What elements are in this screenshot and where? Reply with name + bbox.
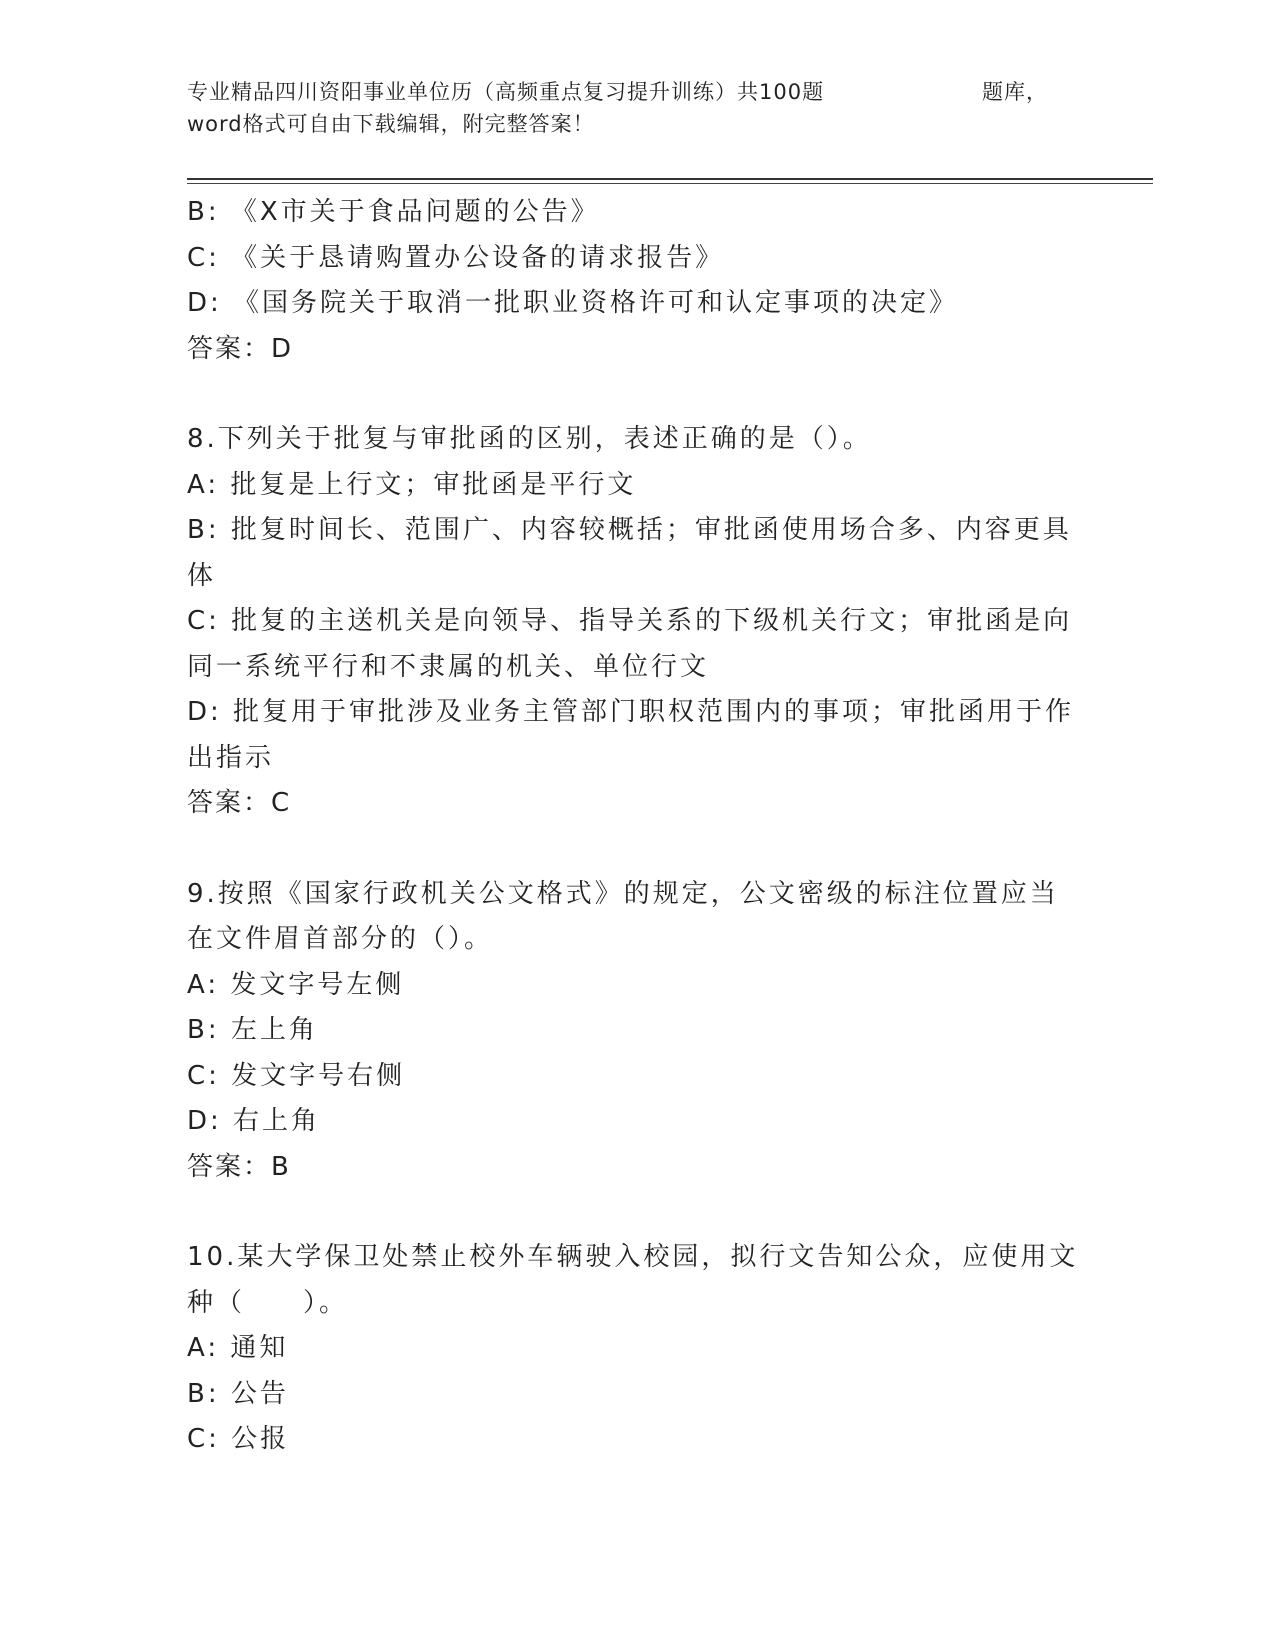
q7-answer: 答案：D xyxy=(187,333,294,364)
q9-stem-line1: 9.按照《国家行政机关公文格式》的规定，公文密级的标注位置应当 xyxy=(187,878,1059,909)
spacer xyxy=(187,1190,1087,1235)
page-header xyxy=(187,76,1087,140)
q8-option-d-line1: D: 批复用于审批涉及业务主管部门职权范围内的事项；审批函用于作 xyxy=(187,697,1075,727)
q9-option-c: C: 发文字号右侧 xyxy=(187,1060,406,1091)
spacer xyxy=(187,372,1087,417)
spacer xyxy=(187,827,1087,872)
question-content xyxy=(187,190,1087,1463)
q7-option-d: D: 《国务院关于取消一批职业资格许可和认定事项的决定》 xyxy=(187,288,959,318)
q7-option-c: C: 《关于恳请购置办公设备的请求报告》 xyxy=(187,242,725,273)
header-title: 专业精品四川资阳事业单位历（高频重点复习提升训练）共100题 xyxy=(187,80,825,104)
header-divider-thick xyxy=(187,178,1153,180)
q9-answer: 答案：B xyxy=(187,1151,291,1182)
q7-option-b: B: 《X市关于食品问题的公告》 xyxy=(187,197,600,227)
q8-stem: 8.下列关于批复与审批函的区别，表述正确的是（）。 xyxy=(187,424,872,454)
q10-option-c: C: 公报 xyxy=(187,1424,290,1454)
header-title-suffix: 题库， xyxy=(982,80,1048,104)
q8-answer: 答案：C xyxy=(187,788,292,818)
q9-option-b: B: 左上角 xyxy=(187,1015,318,1045)
q8-option-d-line2: 出指示 xyxy=(187,742,275,773)
q10-option-a: A: 通知 xyxy=(187,1333,289,1363)
q10-option-b: B: 公告 xyxy=(187,1378,289,1409)
q8-option-b-line2: 体 xyxy=(187,560,217,591)
header-subtitle: word格式可自由下载编辑，附完整答案！ xyxy=(187,112,595,136)
q8-option-a: A: 批复是上行文；审批函是平行文 xyxy=(187,469,637,500)
q10-stem-line1: 10.某大学保卫处禁止校外车辆驶入校园，拟行文告知公众，应使用文 xyxy=(187,1242,1079,1272)
q9-option-d: D: 右上角 xyxy=(187,1106,321,1136)
header-divider-thin xyxy=(187,183,1153,184)
q9-option-a: A: 发文字号左侧 xyxy=(187,969,405,1000)
header-title-line xyxy=(187,76,1087,108)
q10-stem-line2: 种（ ）。 xyxy=(187,1287,349,1318)
q8-option-c-line1: C: 批复的主送机关是向领导、指导关系的下级机关行文；审批函是向 xyxy=(187,606,1073,636)
q8-option-c-line2: 同一系统平行和不隶属的机关、单位行文 xyxy=(187,651,710,682)
q8-option-b-line1: B: 批复时间长、范围广、内容较概括；审批函使用场合多、内容更具 xyxy=(187,515,1072,545)
q9-stem-line2: 在文件眉首部分的（）。 xyxy=(187,924,494,954)
